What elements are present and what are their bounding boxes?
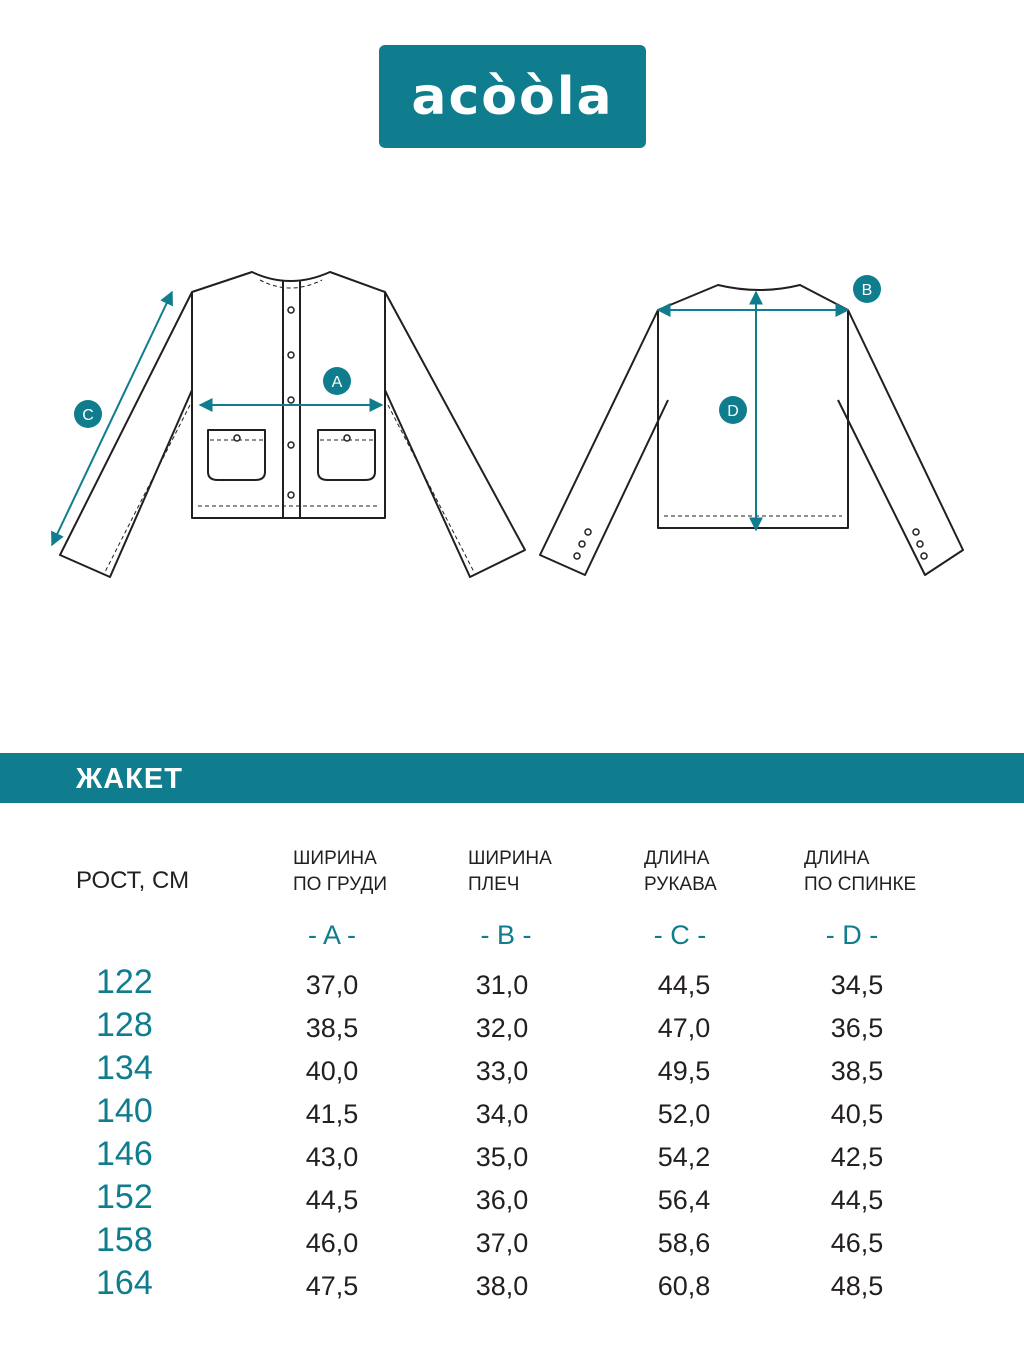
cell-c: 58,6 <box>657 1228 711 1258</box>
back-left-sleeve <box>540 310 668 575</box>
section-banner <box>0 753 1024 803</box>
cell-d: 36,5 <box>830 1013 884 1043</box>
height-cell: 128 <box>96 1006 153 1044</box>
table-row <box>0 1262 1024 1305</box>
cell-d: 48,5 <box>830 1271 884 1301</box>
cell-c: 44,5 <box>657 970 711 1000</box>
column-header-d <box>804 846 916 898</box>
cell-b: 36,0 <box>475 1185 529 1215</box>
height-cell: 146 <box>96 1135 153 1173</box>
column-header-c <box>644 846 717 898</box>
cell-a: 46,0 <box>305 1228 359 1258</box>
column-header-b-line2: ПЛЕЧ <box>468 874 520 895</box>
cell-b: 31,0 <box>475 970 529 1000</box>
column-header-b-line1: ШИРИНА <box>468 848 552 869</box>
table-row <box>0 1133 1024 1176</box>
column-header-d-line2: ПО СПИНКЕ <box>804 874 917 895</box>
table-row <box>0 1004 1024 1047</box>
front-right-sleeve <box>385 292 525 577</box>
cell-a: 44,5 <box>305 1185 359 1215</box>
cell-b: 37,0 <box>475 1228 529 1258</box>
brand-logo <box>379 45 646 148</box>
brand-logo-text: acòòla <box>411 66 614 127</box>
column-header-d-line1: ДЛИНА <box>804 848 870 869</box>
table-row <box>0 1219 1024 1262</box>
back-right-sleeve <box>838 310 963 575</box>
height-cell: 158 <box>96 1221 153 1259</box>
cell-b: 38,0 <box>475 1271 529 1301</box>
label-a: A <box>331 374 343 391</box>
cell-a: 37,0 <box>305 970 359 1000</box>
section-title: ЖАКЕТ <box>76 763 183 795</box>
front-left-sleeve <box>60 292 192 577</box>
cell-d: 42,5 <box>830 1142 884 1172</box>
cell-d: 46,5 <box>830 1228 884 1258</box>
column-header-c-line1: ДЛИНА <box>644 848 710 869</box>
column-header-b <box>468 846 552 898</box>
cell-a: 40,0 <box>305 1056 359 1086</box>
column-header-a-line2: ПО ГРУДИ <box>293 874 387 895</box>
height-cell: 122 <box>96 963 153 1001</box>
cell-b: 33,0 <box>475 1056 529 1086</box>
column-header-a-line1: ШИРИНА <box>293 848 377 869</box>
size-table <box>0 961 1024 1305</box>
table-row <box>0 1090 1024 1133</box>
column-letter-c: - C - <box>653 920 707 950</box>
label-b: B <box>861 282 873 299</box>
cell-c: 47,0 <box>657 1013 711 1043</box>
label-d: D <box>727 403 739 420</box>
cell-a: 38,5 <box>305 1013 359 1043</box>
cell-d: 34,5 <box>830 970 884 1000</box>
cell-c: 49,5 <box>657 1056 711 1086</box>
label-c: C <box>82 407 94 424</box>
measure-line-c <box>52 292 172 545</box>
column-letter-a: - A - <box>307 920 356 950</box>
jacket-measurement-diagram <box>0 250 1024 590</box>
cell-b: 35,0 <box>475 1142 529 1172</box>
column-header-c-line2: РУКАВА <box>644 874 717 895</box>
column-letter-b: - B - <box>480 920 532 950</box>
column-header-a <box>293 846 387 898</box>
cell-a: 47,5 <box>305 1271 359 1301</box>
cell-c: 60,8 <box>657 1271 711 1301</box>
back-body-outline <box>658 285 848 528</box>
table-row <box>0 1176 1024 1219</box>
cell-b: 32,0 <box>475 1013 529 1043</box>
table-row <box>0 1047 1024 1090</box>
cell-c: 56,4 <box>657 1185 711 1215</box>
height-cell: 140 <box>96 1092 153 1130</box>
cell-d: 38,5 <box>830 1056 884 1086</box>
height-cell: 134 <box>96 1049 153 1087</box>
height-cell: 164 <box>96 1264 153 1302</box>
height-column-header: РОСТ, СМ <box>76 867 190 894</box>
cell-a: 41,5 <box>305 1099 359 1129</box>
height-cell: 152 <box>96 1178 153 1216</box>
table-row <box>0 961 1024 1004</box>
column-letter-d: - D - <box>825 920 879 950</box>
cell-d: 40,5 <box>830 1099 884 1129</box>
cell-c: 54,2 <box>657 1142 711 1172</box>
cell-b: 34,0 <box>475 1099 529 1129</box>
cell-c: 52,0 <box>657 1099 711 1129</box>
cell-a: 43,0 <box>305 1142 359 1172</box>
cell-d: 44,5 <box>830 1185 884 1215</box>
